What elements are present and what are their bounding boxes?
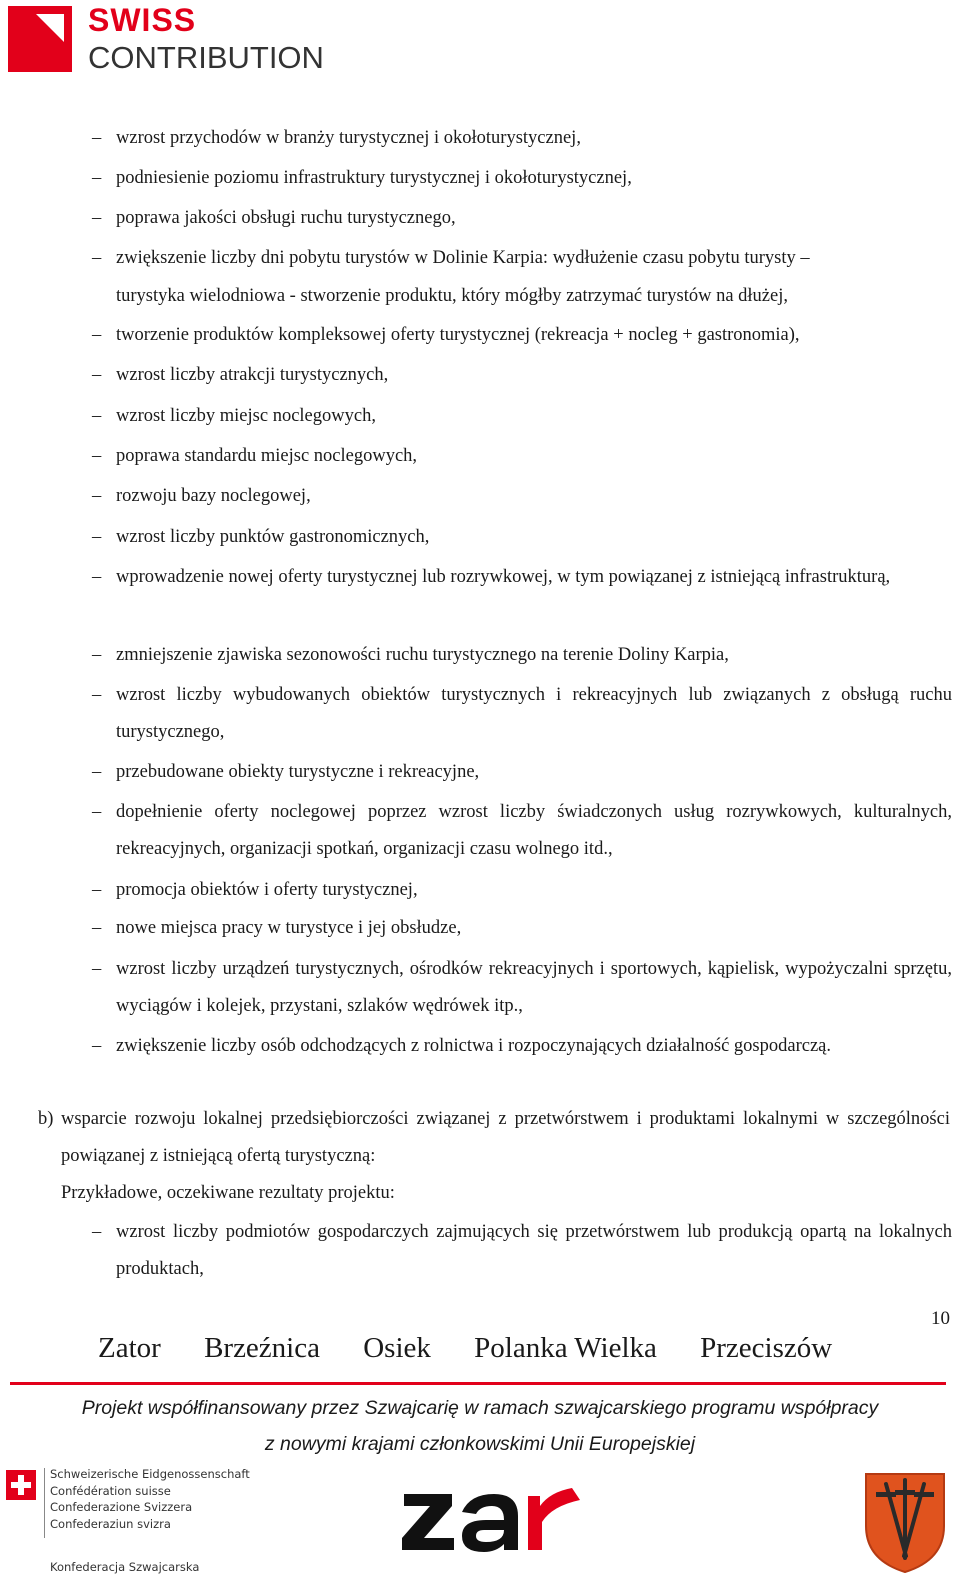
- list-item-text: przebudowane obiekty turystyczne i rekreacyjne,: [116, 762, 480, 782]
- dash-bullet: –: [92, 248, 102, 268]
- list-item-text: rozwoju bazy noclegowej,: [116, 486, 311, 506]
- logo-text-contribution: CONTRIBUTION: [88, 40, 324, 75]
- town-name: Brzeźnica: [204, 1332, 320, 1364]
- list-item-text: wzrost liczby podmiotów gospodarczych zajmujących się przetwórstwem lub produkcją opartą na lokalnych produktach,: [116, 1222, 952, 1279]
- coat-of-arms-icon: [860, 1466, 950, 1581]
- list-item-text: dopełnienie oferty noclegowej poprzez wzrost liczby świadczonych usług rozrywkowych, kulturalnych, rekreacyjnych, organizacji spotkań, organizacji czasu wolnego itd.,: [116, 802, 952, 859]
- dash-bullet: –: [92, 128, 102, 148]
- dash-bullet: –: [92, 486, 102, 506]
- section-b-marker: b): [38, 1109, 54, 1129]
- confederation-name: Confederaziun svizra: [50, 1516, 171, 1531]
- list-item-text: wzrost liczby punktów gastronomicznych,: [116, 527, 430, 547]
- dash-bullet: –: [92, 802, 102, 822]
- swiss-flag-icon: [6, 1470, 36, 1500]
- list-item-text: wzrost liczby miejsc noclegowych,: [116, 406, 376, 426]
- project-note-line1: Projekt współfinansowany przez Szwajcarię w ramach szwajcarskiego programu współpracy: [81, 1397, 879, 1419]
- dash-bullet: –: [92, 325, 102, 345]
- list-item-text: promocja obiektów i oferty turystycznej,: [116, 880, 418, 900]
- dash-bullet: –: [92, 208, 102, 228]
- zar-logo-icon: [400, 1478, 600, 1561]
- list-item-text: wzrost liczby atrakcji turystycznych,: [116, 365, 389, 385]
- confederation-name: Schweizerische Eidgenossenschaft: [50, 1467, 250, 1481]
- dash-bullet: –: [92, 446, 102, 466]
- list-item-text: wprowadzenie nowej oferty turystycznej lub rozrywkowej, w tym powiązanej z istniejącą infrastrukturą,: [116, 567, 891, 587]
- logo-text-swiss: SWISS: [88, 2, 197, 38]
- footer-divider: [10, 1382, 946, 1385]
- dash-bullet: –: [92, 168, 102, 188]
- project-note-line2: z nowymi krajami członkowskimi Unii Europejskiej: [264, 1433, 696, 1455]
- list-item-text: wzrost liczby wybudowanych obiektów turystycznych i rekreacyjnych lub związanych z obsługą ruchu turystycznego,: [116, 685, 952, 742]
- list-item-text: poprawa standardu miejsc noclegowych,: [116, 446, 418, 466]
- town-name: Polanka Wielka: [474, 1332, 657, 1364]
- dash-bullet: –: [92, 527, 102, 547]
- list-item-text: turystyka wielodniowa - stworzenie produktu, który mógłby zatrzymać turystów na dłużej,: [116, 286, 788, 306]
- list-item-text: wzrost przychodów w branży turystycznej i okołoturystycznej,: [116, 128, 581, 148]
- dash-bullet: –: [92, 959, 102, 979]
- list-item-text: wzrost liczby urządzeń turystycznych, ośrodków rekreacyjnych i sportowych, kąpielisk, wypożyczalni sprzętu, wyciągów i kolejek, przystani, szlaków wędrówek itp.,: [116, 959, 952, 1016]
- dash-bullet: –: [92, 1222, 102, 1242]
- list-item-text: poprawa jakości obsługi ruchu turystycznego,: [116, 208, 456, 228]
- logo-separator: [44, 1468, 45, 1538]
- dash-bullet: –: [92, 406, 102, 426]
- dash-bullet: –: [92, 1036, 102, 1056]
- confederation-name: Confédération suisse: [50, 1483, 171, 1498]
- town-name: Przeciszów: [700, 1332, 833, 1364]
- dash-bullet: –: [92, 567, 102, 587]
- town-name: Osiek: [363, 1332, 431, 1364]
- towns-row: [98, 1332, 868, 1365]
- section-b-subheading: Przykładowe, oczekiwane rezultaty projektu:: [61, 1183, 395, 1203]
- list-item-text: nowe miejsca pracy w turystyce i jej obsłudze,: [116, 918, 462, 938]
- town-name: Zator: [98, 1332, 161, 1364]
- dash-bullet: –: [92, 880, 102, 900]
- dash-bullet: –: [92, 918, 102, 938]
- list-item-text: zmniejszenie zjawiska sezonowości ruchu turystycznego na terenie Doliny Karpia,: [116, 645, 729, 665]
- section-b-heading: wsparcie rozwoju lokalnej przedsiębiorczości związanej z przetwórstwem i produktami lokalnymi w szczególności powiązanej z istniejącą ofertą turystyczną:: [61, 1109, 950, 1166]
- dash-bullet: –: [92, 762, 102, 782]
- list-item-text: tworzenie produktów kompleksowej oferty turystycznej (rekreacja + nocleg + gastronomia),: [116, 325, 800, 345]
- confederation-name-polish: Konfederacja Szwajcarska: [50, 1560, 200, 1574]
- swiss-contribution-mark-icon: [8, 6, 72, 72]
- list-item-text: zwiększenie liczby osób odchodzących z rolnictwa i rozpoczynających działalność gospodarczą.: [116, 1036, 832, 1056]
- swiss-confederation-logo: [6, 1466, 266, 1578]
- confederation-name: Confederazione Svizzera: [50, 1500, 193, 1514]
- dash-bullet: –: [92, 685, 102, 705]
- list-item-text: zwiększenie liczby dni pobytu turystów w Dolinie Karpia: wydłużenie czasu pobytu turysty –: [116, 248, 810, 268]
- dash-bullet: –: [92, 645, 102, 665]
- confederation-names: [50, 1466, 250, 1532]
- list-item-text: podniesienie poziomu infrastruktury turystycznej i okołoturystycznej,: [116, 168, 632, 188]
- page-number: 10: [931, 1308, 950, 1329]
- dash-bullet: –: [92, 365, 102, 385]
